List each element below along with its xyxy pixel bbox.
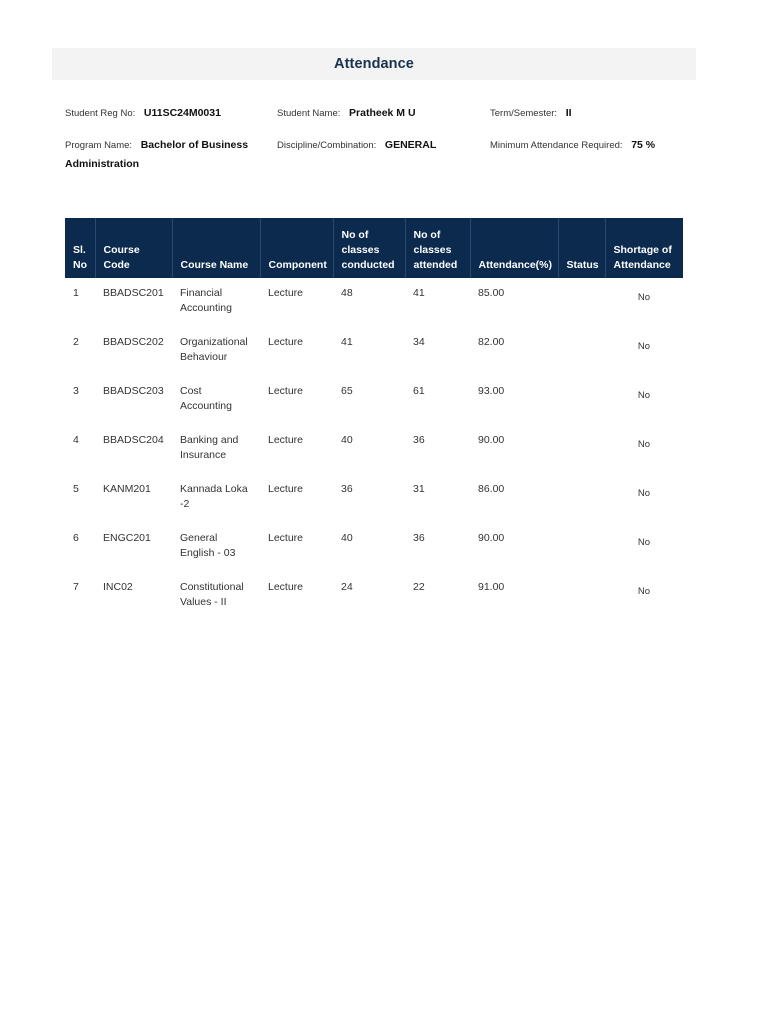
cell-code: BBADSC201 [103,287,164,299]
minimum-attendance [490,136,655,155]
table-row [65,572,683,621]
cell-status [558,572,605,621]
term-semester [490,104,572,123]
header-course-code [95,218,172,278]
cell-attendance-pct: 93.00 [478,385,505,397]
header-shortage-line1: Shortage of [613,244,672,256]
cell-status [558,376,605,425]
cell-attendance-pct: 86.00 [478,483,505,495]
cell-status [558,523,605,572]
cell-sl: 7 [73,581,79,593]
program-label: Program Name: [65,140,133,151]
cell-course-name: General English - 03 [180,532,236,559]
header-code-line2: Code [103,259,130,271]
cell-sl: 5 [73,483,79,495]
discipline-value: GENERAL [384,139,437,151]
cell-attendance-pct: 82.00 [478,336,505,348]
student-reg-label: Student Reg No: [65,108,136,119]
cell-status [558,327,605,376]
cell-code: INC02 [103,581,133,593]
cell-component: Lecture [268,483,304,495]
cell-code: KANM201 [103,483,151,495]
cell-sl: 6 [73,532,79,544]
table-row [65,474,683,523]
cell-component: Lecture [268,581,304,593]
header-shortage [605,218,683,278]
header-status: Status [558,218,605,278]
header-attended-line1: No of [413,229,441,241]
cell-conducted: 41 [341,336,353,348]
cell-status [558,474,605,523]
header-attended [405,218,470,278]
cell-conducted: 36 [341,483,353,495]
cell-shortage: No [637,537,651,548]
cell-shortage: No [637,439,651,450]
cell-sl: 4 [73,434,79,446]
header-conducted-line2: classes [341,244,380,256]
header-conducted-line1: No of [341,229,369,241]
discipline-label: Discipline/Combination: [277,140,377,151]
student-reg-no [65,104,221,123]
cell-attendance-pct: 91.00 [478,581,505,593]
header-course-name: Course Name [172,218,260,278]
header-attended-line3: attended [413,259,458,271]
cell-sl: 2 [73,336,79,348]
table-row [65,425,683,474]
cell-course-name: Financial Accounting [180,287,232,314]
cell-sl: 3 [73,385,79,397]
cell-conducted: 40 [341,532,353,544]
header-attended-line2: classes [413,244,452,256]
min-attendance-label: Minimum Attendance Required: [490,140,623,151]
min-attendance-value: 75 % [631,139,656,151]
cell-conducted: 40 [341,434,353,446]
cell-attendance-pct: 90.00 [478,434,505,446]
cell-attended: 36 [413,532,425,544]
cell-conducted: 24 [341,581,353,593]
student-reg-value: U11SC24M0031 [143,107,221,119]
term-label: Term/Semester: [490,108,558,119]
cell-shortage: No [637,586,651,597]
cell-course-name: Constitutional Values - II [180,581,244,608]
table-row [65,327,683,376]
cell-conducted: 48 [341,287,353,299]
student-name [277,104,416,123]
header-code-line1: Course [103,244,140,256]
cell-attendance-pct: 90.00 [478,532,505,544]
cell-shortage: No [637,292,651,303]
cell-shortage: No [637,488,651,499]
cell-course-name: Kannada Loka -2 [180,483,248,510]
page-title-bar [52,48,696,80]
cell-code: BBADSC202 [103,336,164,348]
cell-status [558,278,605,327]
student-name-value: Pratheek M U [349,107,416,119]
cell-component: Lecture [268,287,304,299]
cell-course-name: Cost Accounting [180,385,232,412]
header-shortage-line2: Attendance [613,259,671,271]
page-title: Attendance [334,56,414,72]
cell-shortage: No [637,341,651,352]
header-component: Component [260,218,333,278]
cell-code: BBADSC204 [103,434,164,446]
table-row [65,523,683,572]
cell-conducted: 65 [341,385,353,397]
cell-attended: 41 [413,287,425,299]
attendance-table [65,218,683,621]
header-sl-no [65,218,95,278]
table-header-row [65,218,683,278]
cell-course-name: Banking and Insurance [180,434,239,461]
header-attendance-pct: Attendance(%) [470,218,558,278]
cell-attended: 22 [413,581,425,593]
cell-code: BBADSC203 [103,385,164,397]
cell-component: Lecture [268,336,304,348]
header-conducted-line3: conducted [341,259,395,271]
cell-attendance-pct: 85.00 [478,287,505,299]
cell-course-name: Organizational Behaviour [180,336,248,363]
program-name [65,136,265,174]
table-row [65,278,683,327]
cell-shortage: No [637,390,651,401]
header-sl-line1: Sl. [73,244,86,256]
cell-component: Lecture [268,434,304,446]
discipline [277,136,436,155]
cell-component: Lecture [268,385,304,397]
table-row [65,376,683,425]
cell-attended: 34 [413,336,425,348]
cell-attended: 61 [413,385,425,397]
header-conducted [333,218,405,278]
cell-sl: 1 [73,287,79,299]
cell-status [558,425,605,474]
term-value: II [565,107,572,119]
cell-code: ENGC201 [103,532,151,544]
header-sl-line2: No [73,259,87,271]
student-name-label: Student Name: [277,108,341,119]
program-value: Bachelor of Business Administration [65,139,249,170]
cell-attended: 31 [413,483,425,495]
cell-component: Lecture [268,532,304,544]
cell-attended: 36 [413,434,425,446]
